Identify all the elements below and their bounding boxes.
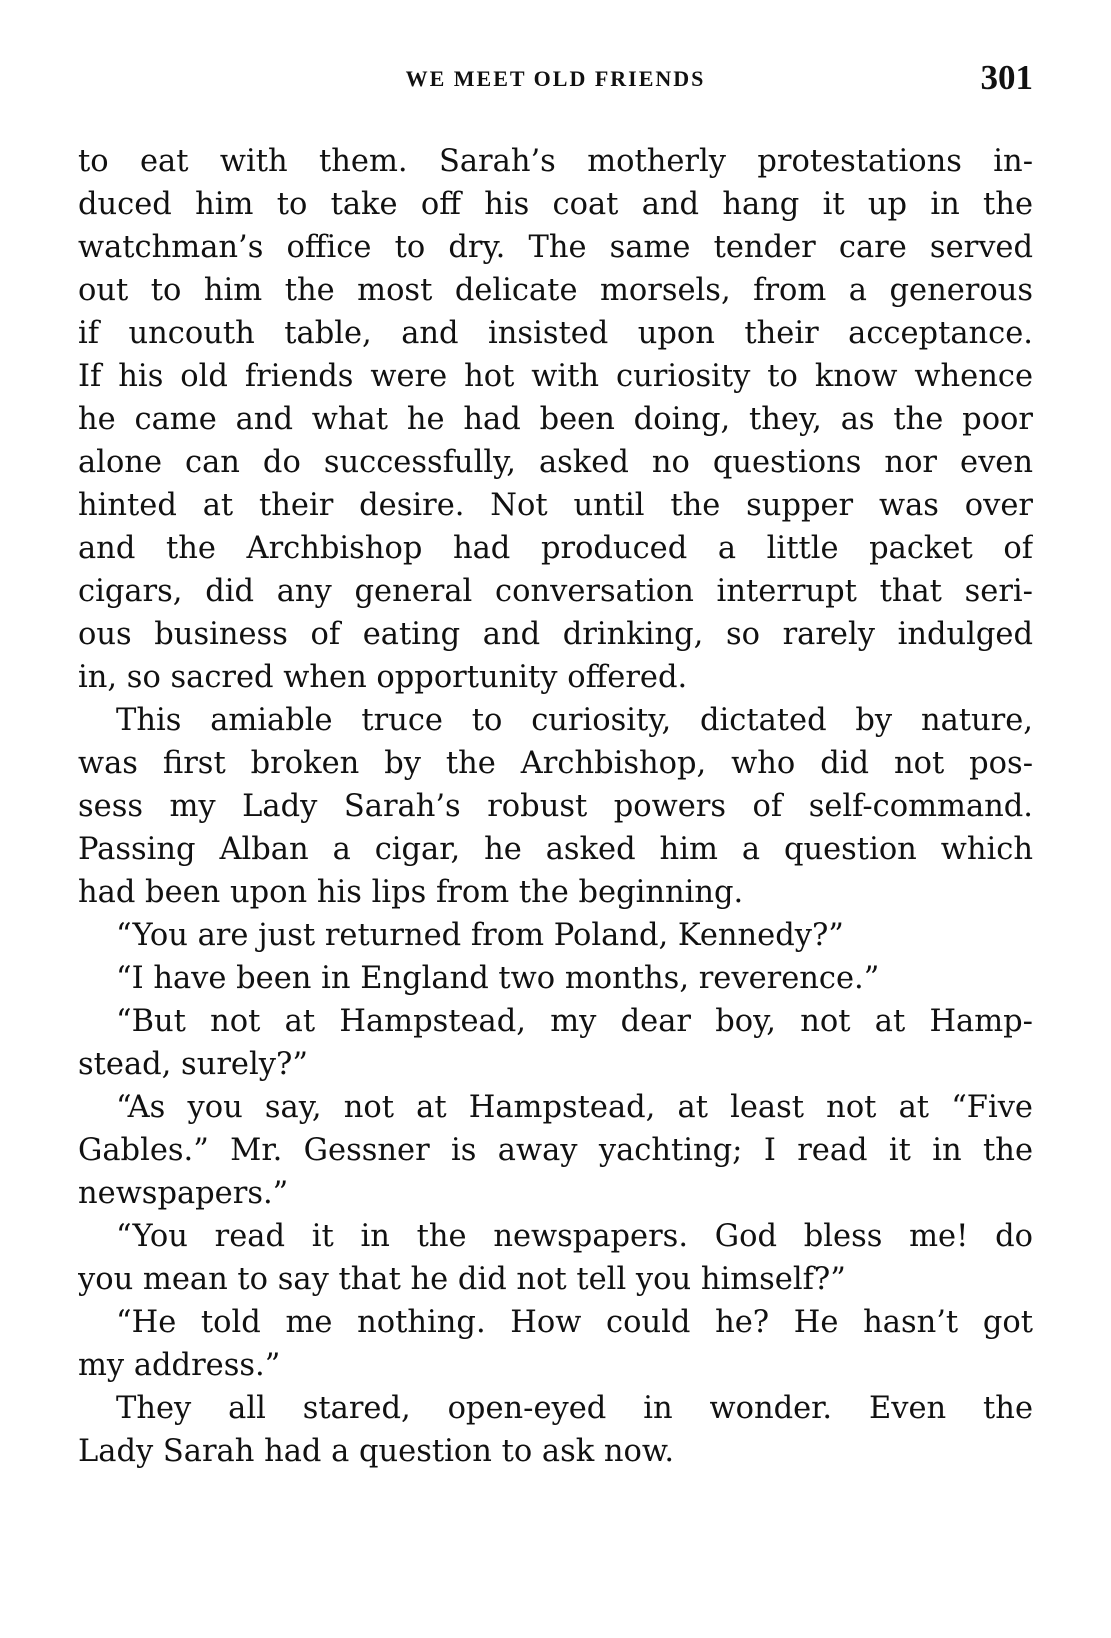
- paragraph-first-line: This amiable truce to curiosity, dictated by nature,: [116, 703, 1033, 738]
- text-line: sess my Lady Sarah’s robust powers of self-command.: [78, 789, 1033, 824]
- text-line: Gables.” Mr. Gessner is away yachting; I read it in the: [78, 1133, 1033, 1168]
- text-line: was first broken by the Archbishop, who did not pos-: [78, 746, 1033, 781]
- text-line: cigars, did any general conversation interrupt that seri-: [78, 574, 1033, 609]
- text-line: watchman’s office to dry. The same tender care served: [78, 230, 1033, 265]
- text-line: my address.”: [78, 1348, 281, 1383]
- text-line: to eat with them. Sarah’s motherly protestations in-: [78, 144, 1033, 179]
- dialogue-line: “You are just returned from Poland, Kennedy?”: [116, 918, 844, 953]
- paragraph-first-line: They all stared, open-eyed in wonder. Even the: [116, 1391, 1033, 1426]
- dialogue-line: “I have been in England two months, reverence.”: [116, 961, 880, 996]
- text-line: If his old friends were hot with curiosity to know whence: [78, 359, 1033, 394]
- text-line: ous business of eating and drinking, so rarely indulged: [78, 617, 1033, 652]
- body-text: [78, 140, 1033, 1473]
- text-line: Lady Sarah had a question to ask now.: [78, 1434, 675, 1469]
- dialogue-line: “As you say, not at Hampstead, at least not at “Five: [116, 1090, 1033, 1125]
- dialogue-line: “You read it in the newspapers. God bless me! do: [116, 1219, 1033, 1254]
- text-line: newspapers.”: [78, 1176, 289, 1211]
- text-line: if uncouth table, and insisted upon their acceptance.: [78, 316, 1033, 351]
- text-line: and the Archbishop had produced a little packet of: [78, 531, 1033, 566]
- text-line: hinted at their desire. Not until the supper was over: [78, 488, 1033, 523]
- text-line: alone can do successfully, asked no questions nor even: [78, 445, 1033, 480]
- running-head: [78, 58, 1033, 102]
- dialogue-line: “But not at Hampstead, my dear boy, not at Hamp-: [116, 1004, 1033, 1039]
- dialogue-line: “He told me nothing. How could he? He hasn’t got: [116, 1305, 1033, 1340]
- text-line: you mean to say that he did not tell you himself?”: [78, 1262, 846, 1297]
- text-line: out to him the most delicate morsels, from a generous: [78, 273, 1033, 308]
- text-line: had been upon his lips from the beginning.: [78, 875, 744, 910]
- text-line: in, so sacred when opportunity offered.: [78, 660, 688, 695]
- chapter-title: WE MEET OLD FRIENDS: [405, 66, 706, 91]
- text-line: Passing Alban a cigar, he asked him a question which: [78, 832, 1033, 867]
- page-number: 301: [980, 58, 1033, 97]
- text-line: he came and what he had been doing, they, as the poor: [78, 402, 1033, 437]
- text-line: duced him to take off his coat and hang it up in the: [78, 187, 1033, 222]
- text-line: stead, surely?”: [78, 1047, 308, 1082]
